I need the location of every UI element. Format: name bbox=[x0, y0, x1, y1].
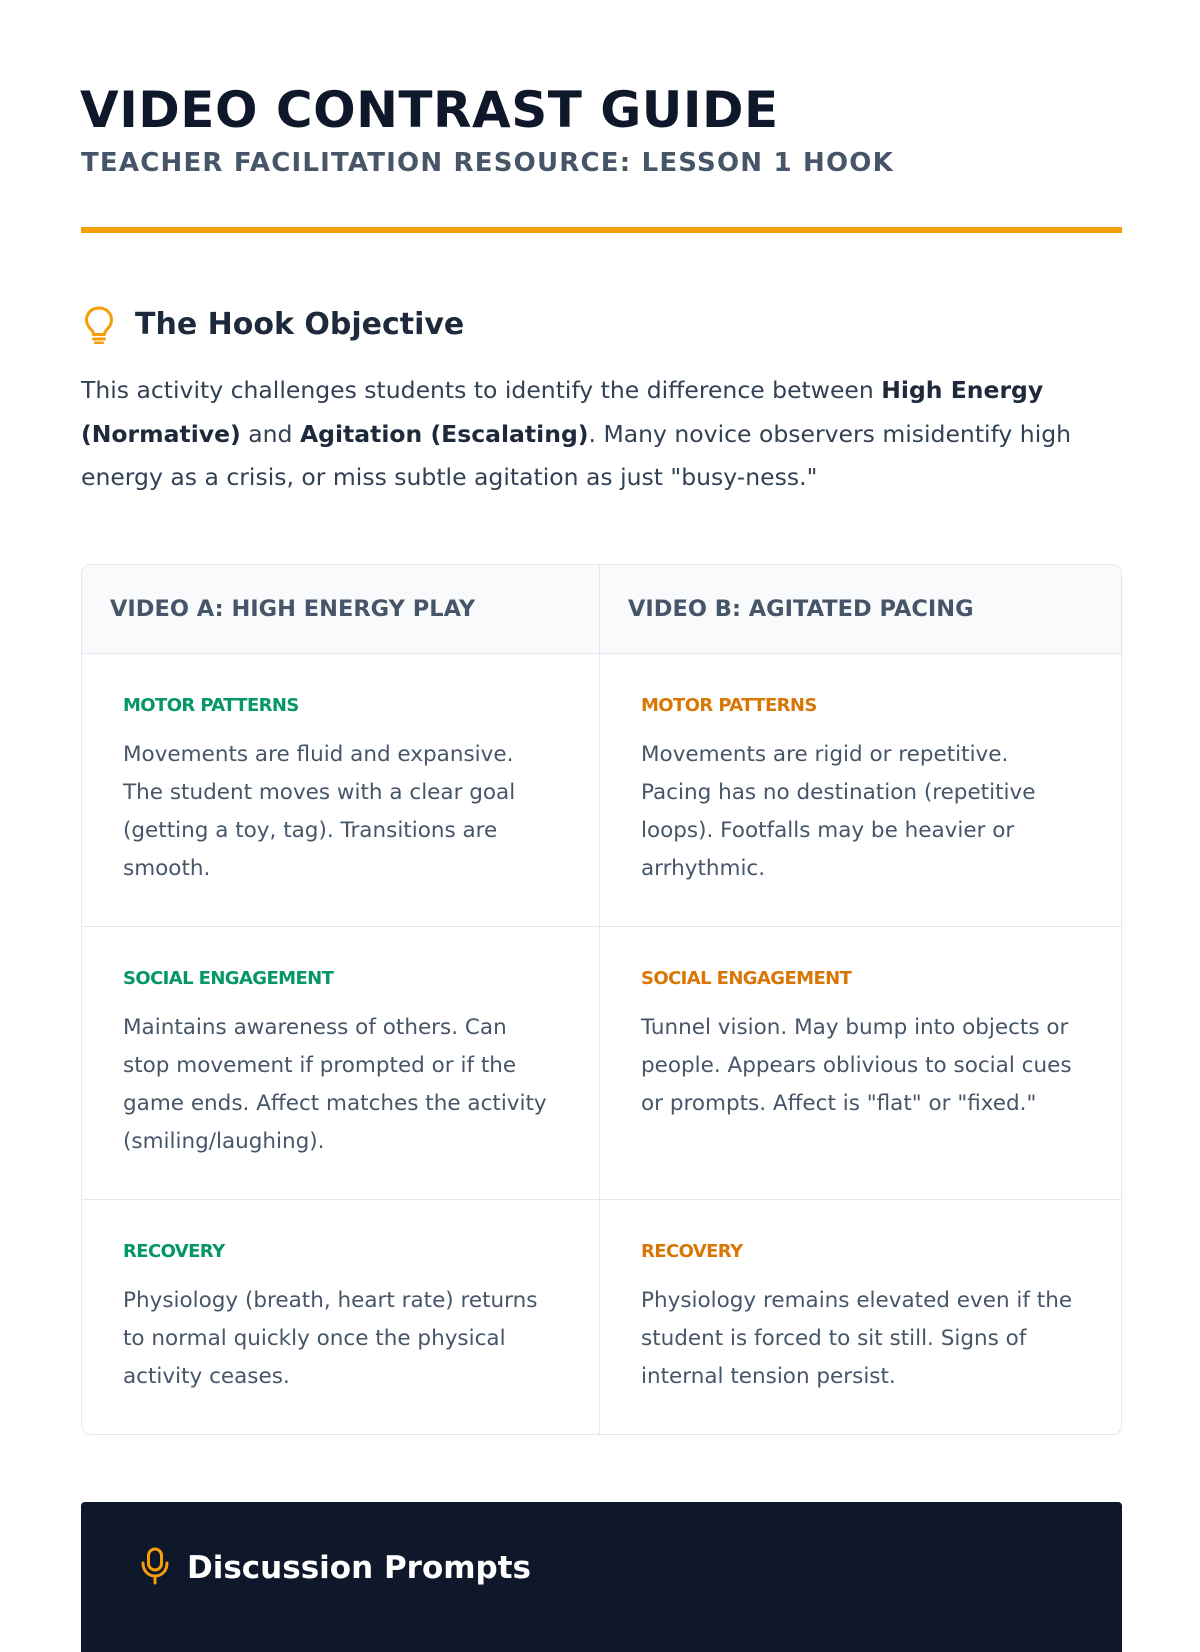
video-a-header: VIDEO A: HIGH ENERGY PLAY bbox=[82, 565, 600, 654]
objective-heading-row bbox=[81, 300, 464, 348]
video-a-social-label: SOCIAL ENGAGEMENT bbox=[123, 968, 334, 989]
video-b-social-text: Tunnel vision. May bump into objects or people. Appears oblivious to social cues or prompts. Affect is "flat" or "fixed." bbox=[641, 1015, 1072, 1116]
objective-text: This activity challenges students to identify the difference between High Energy (Normative) and Agitation (Escalating). Many novice observers misidentify high energy as a crisis, or miss subtle agitation as just "busy-ness." bbox=[81, 376, 1072, 491]
video-b-motor-text: Movements are rigid or repetitive. Pacing has no destination (repetitive loops). Footfalls may be heavier or arrhythmic. bbox=[641, 742, 1036, 881]
table-cell bbox=[82, 654, 600, 927]
video-b-motor-label: MOTOR PATTERNS bbox=[641, 695, 817, 716]
video-a-motor-text: Movements are fluid and expansive. The student moves with a clear goal (getting a toy, tag). Transitions are smooth. bbox=[123, 742, 516, 881]
video-b-social-label: SOCIAL ENGAGEMENT bbox=[641, 968, 852, 989]
video-a-social-text: Maintains awareness of others. Can stop movement if prompted or if the game ends. Affect matches the activity (smiling/laughing). bbox=[123, 1015, 547, 1154]
term-agitation: Agitation (Escalating) bbox=[299, 419, 589, 448]
video-a-recovery-label: RECOVERY bbox=[123, 1241, 225, 1262]
lightbulb-icon bbox=[81, 304, 117, 344]
table-cell bbox=[82, 927, 600, 1200]
page-subtitle: TEACHER FACILITATION RESOURCE: LESSON 1 HOOK bbox=[81, 148, 894, 178]
discussion-heading: Discussion Prompts bbox=[187, 1550, 532, 1586]
term-high-energy: High Energy (Normative) bbox=[81, 376, 1044, 448]
table-cell bbox=[600, 1200, 1121, 1434]
objective-heading: The Hook Objective bbox=[135, 306, 465, 342]
microphone-icon bbox=[139, 1546, 171, 1590]
video-b-recovery-text: Physiology remains elevated even if the student is forced to sit still. Signs of internal tension persist. bbox=[641, 1288, 1073, 1389]
video-a-recovery-text: Physiology (breath, heart rate) returns to normal quickly once the physical activity ceases. bbox=[123, 1288, 538, 1389]
video-b-recovery-label: RECOVERY bbox=[641, 1241, 743, 1262]
video-b-header: VIDEO B: AGITATED PACING bbox=[600, 565, 1121, 654]
discussion-panel bbox=[81, 1502, 1122, 1652]
discussion-heading-row bbox=[139, 1546, 531, 1590]
table-cell bbox=[600, 654, 1121, 927]
video-a-motor-label: MOTOR PATTERNS bbox=[123, 695, 299, 716]
table-cell bbox=[82, 1200, 600, 1434]
header-divider bbox=[81, 227, 1122, 233]
page-title: VIDEO CONTRAST GUIDE bbox=[80, 81, 779, 139]
comparison-table bbox=[81, 564, 1122, 1435]
table-cell bbox=[600, 927, 1121, 1200]
